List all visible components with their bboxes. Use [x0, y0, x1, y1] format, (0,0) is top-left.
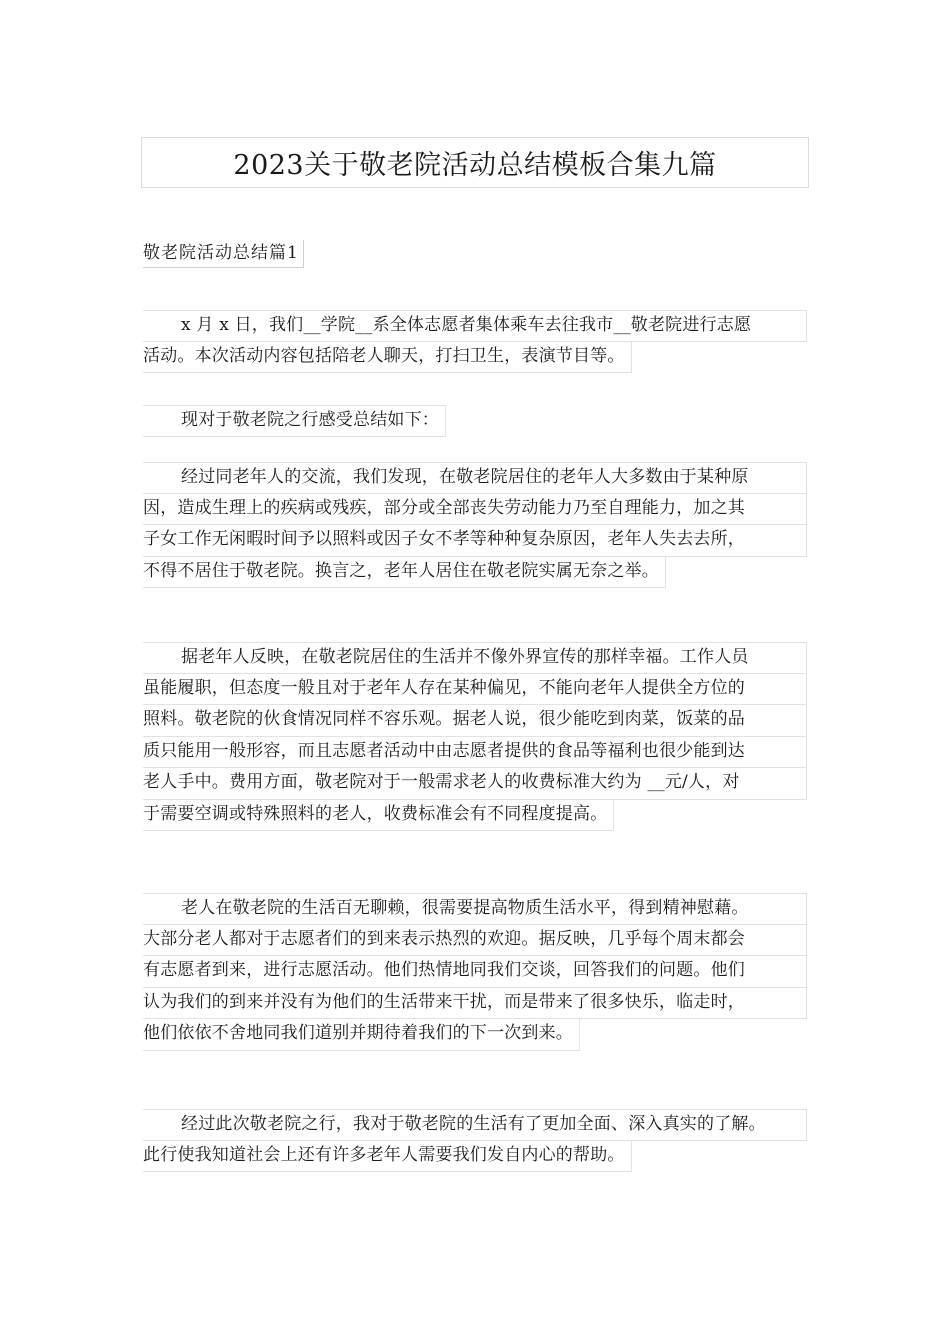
paragraph-line: 经过此次敬老院之行，我对于敬老院的生活有了更加全面、深入真实的了解。 [143, 1109, 807, 1141]
paragraph-line: 照料。敬老院的伙食情况同样不容乐观。据老人说，很少能吃到肉菜，饭菜的品 [143, 705, 807, 737]
paragraph [143, 310, 807, 377]
paragraph-line: 他们依依不舍地同我们道别并期待着我们的下一次到来。 [143, 1019, 580, 1051]
paragraph-line: 此行使我知道社会上还有许多老年人需要我们发自内心的帮助。 [143, 1141, 632, 1173]
paragraph-line: 不得不居住于敬老院。换言之，老年人居住在敬老院实属无奈之举。 [143, 557, 666, 589]
paragraph-line: 子女工作无闲暇时间予以照料或因子女不孝等种种复杂原因，老年人失去去所， [143, 525, 807, 557]
paragraph [143, 893, 807, 1055]
paragraph [143, 1109, 807, 1176]
paragraph-line: 经过同老年人的交流，我们发现，在敬老院居住的老年人大多数由于某种原 [143, 462, 807, 494]
paragraph-line: 据老年人反映，在敬老院居住的生活并不像外界宣传的那样幸福。工作人员 [143, 642, 807, 674]
paragraph-line: 质只能用一般形容，而且志愿者活动中由志愿者提供的食品等福利也很少能到达 [143, 737, 807, 769]
paragraph-line: 有志愿者到来，进行志愿活动。他们热情地同我们交谈，回答我们的问题。他们 [143, 956, 807, 988]
paragraph-line: 虽能履职，但态度一般且对于老年人存在某种偏见，不能向老年人提供全方位的 [143, 674, 807, 706]
paragraph-line: 活动。本次活动内容包括陪老人聊天，打扫卫生，表演节目等。 [143, 342, 632, 374]
paragraph [143, 462, 807, 592]
paragraph-line: 老人手中。费用方面，敬老院对于一般需求老人的收费标准大约为 __元/人，对 [143, 768, 807, 800]
paragraph [143, 642, 807, 835]
paragraph-line: 现对于敬老院之行感受总结如下： [143, 405, 446, 437]
section-heading: 敬老院活动总结篇1 [143, 240, 304, 268]
paragraph [143, 405, 807, 441]
paragraph-line: 认为我们的到来并没有为他们的生活带来干扰，而是带来了很多快乐，临走时， [143, 988, 807, 1020]
paragraph-line: 于需要空调或特殊照料的老人，收费标准会有不同程度提高。 [143, 800, 614, 832]
paragraph-line: x 月 x 日，我们__学院__系全体志愿者集体乘车去往我市__敬老院进行志愿 [143, 310, 807, 342]
paragraph-line: 老人在敬老院的生活百无聊赖，很需要提高物质生活水平，得到精神慰藉。 [143, 893, 807, 925]
paragraph-line: 因，造成生理上的疾病或残疾，部分或全部丧失劳动能力乃至自理能力，加之其 [143, 494, 807, 526]
paragraph-line: 大部分老人都对于志愿者们的到来表示热烈的欢迎。据反映，几乎每个周末都会 [143, 925, 807, 957]
document-title: 2023关于敬老院活动总结模板合集九篇 [141, 137, 809, 188]
